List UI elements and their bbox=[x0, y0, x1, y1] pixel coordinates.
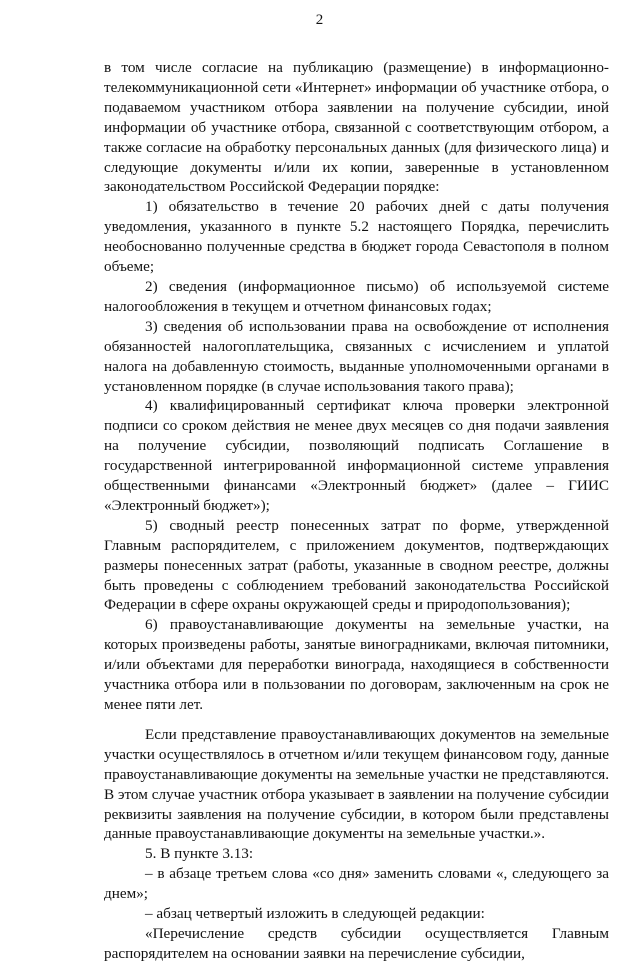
paragraph-consent-intro: в том числе согласие на публикацию (размещение) в информационно-телекоммуникационной сети «Интернет» информации об участнике отбора, о подаваемом участником отбора заявлении на получение субсидии, иной информации об участнике отбора, связанной с соответствующим отбором, а также согласие на обработку персональных данных (для физического лица) и следующие документы и/или их копии, заверенные в установленном законодательством Российской Федерации порядке: bbox=[104, 59, 609, 196]
paragraph-amendment-fourth: – абзац четвертый изложить в следующей редакции: bbox=[145, 905, 485, 923]
document-body bbox=[104, 58, 609, 964]
paragraph-amendment-third: – в абзаце третьем слова «со дня» заменить словами «, следующего за днем»; bbox=[104, 865, 609, 903]
paragraph-point-5: 5. В пункте 3.13: bbox=[145, 845, 254, 863]
paragraph-transfer-start: «Перечисление средств субсидии осуществляется Главным распорядителем на основании заявки на перечисление субсидии, bbox=[104, 924, 609, 962]
page-number: 2 bbox=[315, 12, 324, 28]
paragraph-item-5: 5) сводный реестр понесенных затрат по форме, утвержденной Главным распорядителем, с приложением документов, подтверждающих размеры понесенных затрат (работы, указанные в сводном реестре, должны быть проведены с соблюдением требований законодательства Российской Федерации в сфере охраны окружающей среды и природопользования); bbox=[104, 516, 609, 614]
paragraph-land-documents: Если представление правоустанавливающих документов на земельные участки осуществлялось в отчетном и/или текущем финансовом году, данные правоустанавливающие документы на земельные участки не представляются. В этом случае участник отбора указывает в заявлении на получение субсидии реквизиты заявления на получение субсидии, в котором были представлены данные правоустанавливающие документы на земельные участки.». bbox=[104, 725, 609, 843]
paragraph-item-6: 6) правоустанавливающие документы на земельные участки, на которых произведены работы, занятые виноградниками, включая питомники, и/или объектами для переработки винограда, находящиеся в собственности участника отбора или в пользовании по договорам, заключенным на срок не менее пяти лет. bbox=[104, 616, 609, 713]
paragraph-item-3: 3) сведения об использовании права на освобождение от исполнения обязанностей налогоплательщика, связанных с исчислением и уплатой налога на добавленную стоимость, выданные уполномоченными органами в установленном порядке (в случае использования такого права); bbox=[104, 317, 609, 395]
paragraph-item-1: 1) обязательство в течение 20 рабочих дней с даты получения уведомления, указанного в пункте 5.2 настоящего Порядка, перечислить необоснованно полученные средства в бюджет города Севастополя в полном объеме; bbox=[104, 198, 609, 276]
paragraph-item-2: 2) сведения (информационное письмо) об используемой системе налогообложения в текущем и отчетном финансовых годах; bbox=[104, 277, 609, 315]
paragraph-item-4: 4) квалифицированный сертификат ключа проверки электронной подписи со сроком действия не менее двух месяцев со дня подачи заявления на получение субсидии, позволяющий подписать Соглашение в государственной интегрированной информационной системе управления общественными финансами «Электронный бюджет» (далее – ГИИС «Электронный бюджет»); bbox=[104, 397, 609, 514]
